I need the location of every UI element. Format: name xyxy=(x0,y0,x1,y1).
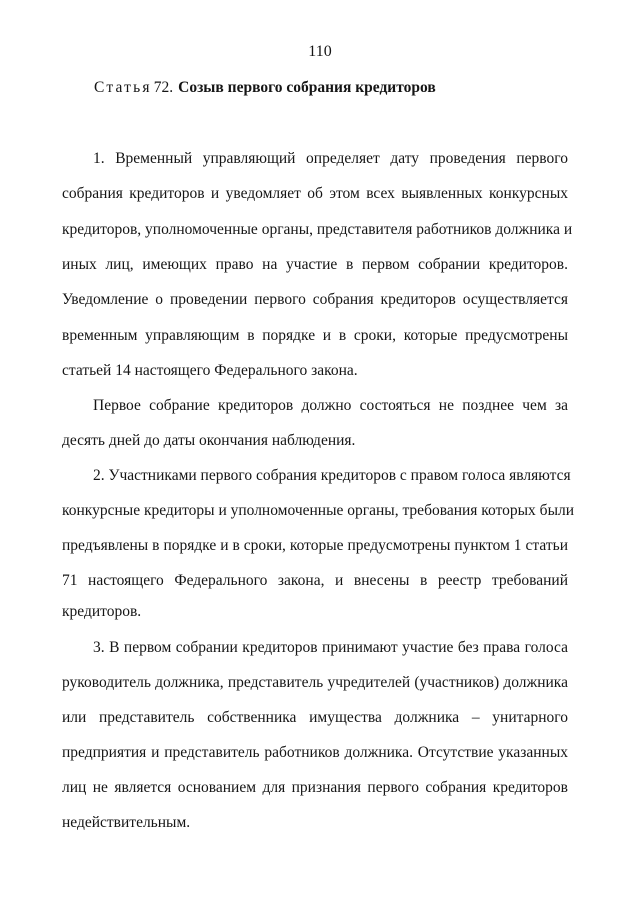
paragraph-1-line-7: статьей 14 настоящего Федерального закона. xyxy=(62,362,358,379)
paragraph-1-line-2: собрания кредиторов и уведомляет об этом всех выявленных конкурсных xyxy=(62,185,568,202)
paragraph-4-line-1: 3. В первом собрании кредиторов принимают участие без права голоса xyxy=(93,639,568,656)
paragraph-1-line-5: Уведомление о проведении первого собрания кредиторов осуществляется xyxy=(62,291,568,308)
paragraph-1-line-3: кредиторов, уполномоченные органы, представителя работников должника и xyxy=(62,221,573,238)
paragraph-1-line-1: 1. Временный управляющий определяет дату проведения первого xyxy=(93,150,568,167)
page-number: 110 xyxy=(308,43,332,60)
article-label: Статья xyxy=(94,79,152,96)
paragraph-3-line-2: конкурсные кредиторы и уполномоченные органы, требования которых были xyxy=(62,502,575,519)
paragraph-4-line-4: предприятия и представитель работников должника. Отсутствие указанных xyxy=(62,744,568,761)
paragraph-2-line-2: десять дней до даты окончания наблюдения. xyxy=(62,432,356,449)
paragraph-3-line-4: 71 настоящего Федерального закона, и внесены в реестр требований xyxy=(62,572,568,589)
article-heading xyxy=(94,79,436,97)
paragraph-1-line-6: временным управляющим в порядке и в сроки, которые предусмотрены xyxy=(62,327,568,344)
paragraph-2-line-1: Первое собрание кредиторов должно состояться не позднее чем за xyxy=(93,397,568,414)
paragraph-4-line-2: руководитель должника, представитель учредителей (участников) должника xyxy=(62,674,568,691)
paragraph-4-line-5: лиц не является основанием для признания первого собрания кредиторов xyxy=(62,779,568,796)
paragraph-3-line-5: кредиторов. xyxy=(62,603,142,620)
paragraph-3-line-1: 2. Участниками первого собрания кредиторов с правом голоса являются xyxy=(93,467,571,484)
paragraph-3-line-3: предъявлены в порядке и в сроки, которые предусмотрены пунктом 1 статьи xyxy=(62,537,568,554)
paragraph-4-line-3: или представитель собственника имущества должника – унитарного xyxy=(62,709,568,726)
article-title: Созыв первого собрания кредиторов xyxy=(178,79,436,96)
paragraph-4-line-6: недействительным. xyxy=(62,814,191,831)
article-number: 72. xyxy=(153,79,174,96)
paragraph-1-line-4: иных лиц, имеющих право на участие в первом собрании кредиторов. xyxy=(62,256,568,273)
